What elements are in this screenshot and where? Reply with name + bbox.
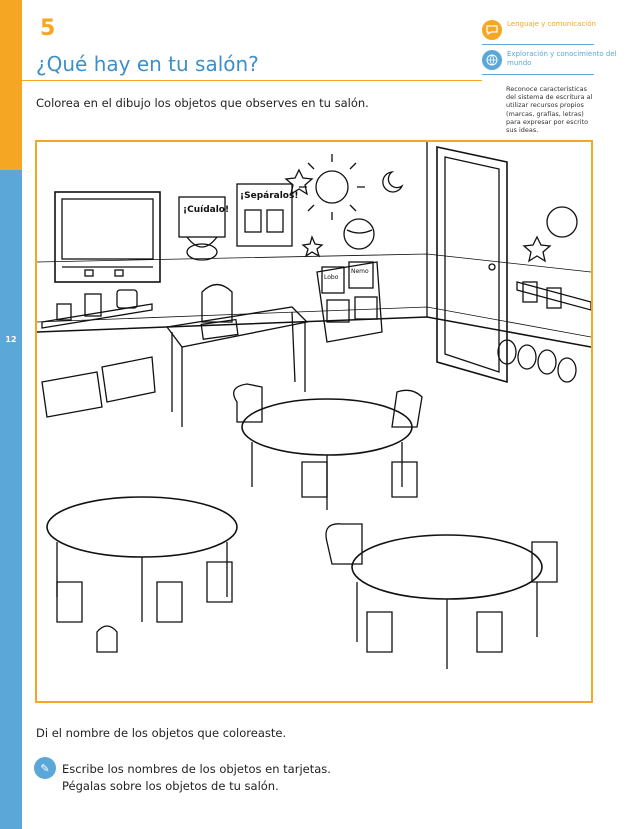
book-lobo-text: Lobo [324,274,339,281]
question-text: Di el nombre de los objetos que coloreaste. [36,726,287,740]
page-number: 12 [5,335,17,344]
competency-text: Reconoce características del sistema de escritura al utilizar recursos propios (marcas, grafías, letras) para expresar por escrito sus ideas. [506,85,593,135]
side-band-blue [0,170,22,829]
speech-bubble-icon [482,20,502,40]
lesson-number: 5 [40,16,56,41]
activity-icon: ✎ [34,757,56,779]
badge-divider [482,44,594,45]
badge-language-label: Lenguaje y comunicación [507,20,596,28]
classroom-drawing [37,142,591,701]
title-divider [22,80,482,81]
poster-separalos-text: ¡Sepáralos! [240,191,299,201]
badge-world [482,50,617,70]
badge-world-label: Exploración y conocimiento del mundo [507,50,617,67]
side-band-orange [0,0,22,170]
classroom-illustration [35,140,593,703]
activity-line-1: Escribe los nombres de los objetos en tarjetas. [62,762,331,776]
badge-language [482,20,617,40]
instruction-text: Colorea en el dibujo los objetos que observes en tu salón. [36,96,369,110]
page-title: ¿Qué hay en tu salón? [36,52,259,76]
side-band [0,0,22,829]
badge-divider [482,74,594,75]
poster-cuidalo-text: ¡Cuídalo! [183,205,230,215]
activity-line-2: Pégalas sobre los objetos de tu salón. [62,779,279,793]
globe-icon [482,50,502,70]
book-nemo-text: Nemo [351,268,369,275]
